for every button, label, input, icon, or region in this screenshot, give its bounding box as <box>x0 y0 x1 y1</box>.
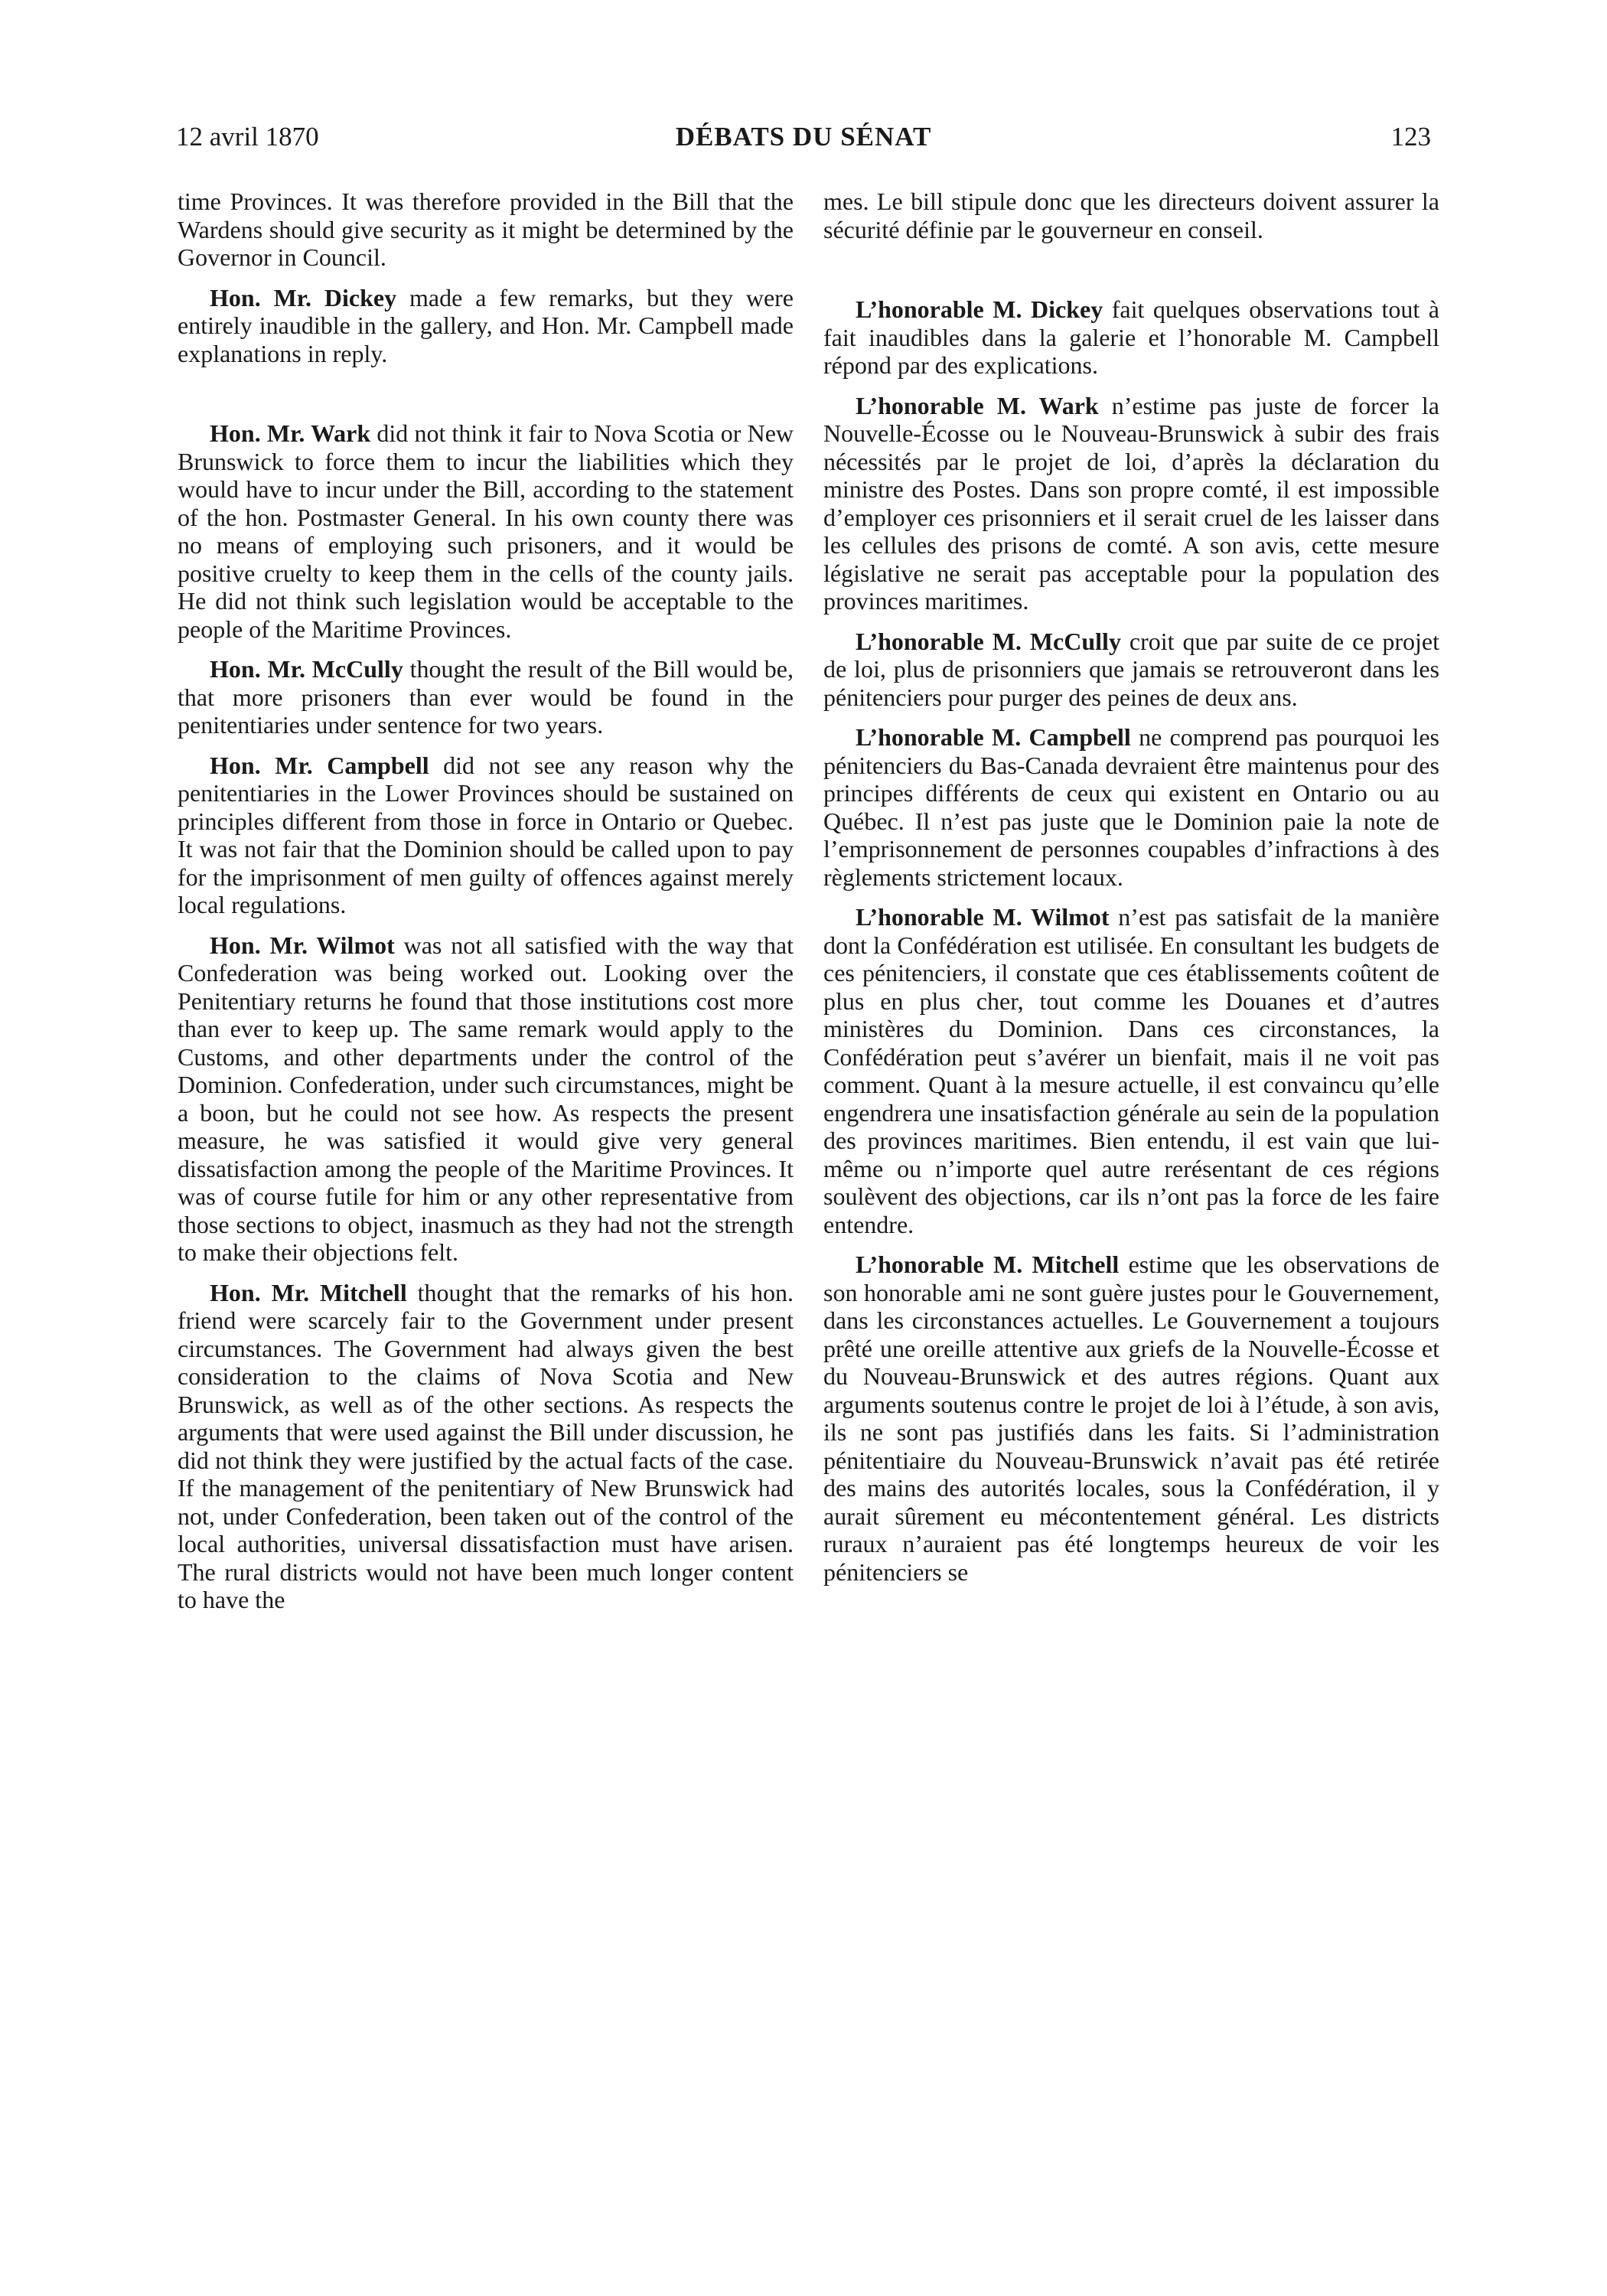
page-header <box>176 119 1431 165</box>
english-column <box>178 188 794 1614</box>
paragraph-text: did not see any reason why the penitentiaries in the Lower Provinces should be sustained on principles different from those in force in Ontario or Quebec. It was not fair that the Dominion should be called upon to pay for the imprisonment of men guilty of offences against merely local regulations. <box>178 751 794 918</box>
speaker-name: Hon. Mr. Wilmot <box>210 931 395 959</box>
speaker-name: L’honorable M. Wark <box>856 391 1099 419</box>
speaker-name: Hon. Mr. Dickey <box>210 283 397 311</box>
french-column <box>823 188 1439 1586</box>
paragraph-en-wilmot <box>178 931 794 1267</box>
paragraph-en-dickey <box>178 284 794 368</box>
paragraph-fr-wark <box>823 392 1439 615</box>
paragraph-en-mccully <box>178 655 794 739</box>
paragraph-text: thought the result of the Bill would be, that more prisoners than ever would be found in the penitentiaries under sentence for two years. <box>178 655 794 739</box>
speaker-name: L’honorable M. Dickey <box>856 295 1103 323</box>
paragraph-text: thought that the remarks of his hon. friend were scarcely fair to the Government under present circumstances. The Government had always given the best consideration to the claims of Nova Scotia and New Brunswick, as well as of the other sections. As respects the arguments that were used against the Bill under discussion, he did not think they were justified by the actual facts of the case. If the management of the penitentiary of New Brunswick had not, under Confederation, been taken out of the control of the local authorities, universal dissatisfaction must have arisen. The rural districts would not have been much longer content to have the <box>178 1278 794 1613</box>
paragraph-text: mes. Le bill stipule donc que les directeurs doivent assurer la sécurité définie par le gouverneur en conseil. <box>823 188 1439 243</box>
paragraph-fr-wilmot <box>823 903 1439 1238</box>
speaker-name: Hon. Mr. McCully <box>210 655 403 683</box>
paragraph-fr-0 <box>823 188 1439 243</box>
speaker-name: Hon. Mr. Campbell <box>210 751 429 779</box>
header-date: 12 avril 1870 <box>176 122 319 152</box>
paragraph-text: fait quelques observations tout à fait inaudibles dans la galerie et l’honorable M. Campbell répond par des explications. <box>823 295 1439 379</box>
header-page-number: 123 <box>1390 122 1431 152</box>
paragraph-text: made a few remarks, but they were entirely inaudible in the gallery, and Hon. Mr. Campbell made explanations in reply. <box>178 283 794 367</box>
speaker-name: L’honorable M. Campbell <box>856 723 1131 751</box>
paragraph-fr-campbell <box>823 723 1439 891</box>
paragraph-en-0 <box>178 188 794 272</box>
paragraph-text: time Provinces. It was therefore provided in the Bill that the Wardens should give security as it might be determined by the Governor in Council. <box>178 188 794 271</box>
speaker-name: L’honorable M. McCully <box>856 627 1121 655</box>
paragraph-en-wark <box>178 419 794 643</box>
paragraph-fr-mitchell <box>823 1251 1439 1586</box>
paragraph-fr-dickey <box>823 295 1439 380</box>
speaker-name: Hon. Mr. Mitchell <box>210 1278 407 1306</box>
speaker-name: L’honorable M. Wilmot <box>856 903 1110 931</box>
paragraph-en-campbell <box>178 752 794 919</box>
paragraph-text: ne comprend pas pourquoi les pénitenciers du Bas-Canada devraient être maintenus pour des principes différents de ceux qui existent en Ontario ou au Québec. Il n’est pas juste que le Dominion paie la note de l’emprisonnement de personnes coupables d’infractions à des règlements strictement locaux. <box>823 723 1440 891</box>
paragraph-text: n’est pas satisfait de la manière dont la Confédération est utilisée. En consultant les budgets de ces pénitenciers, il constate que ces établissements coûtent de plus en plus cher, tout comme les Douanes et d’autres ministères du Dominion. Dans ces circonstances, la Confédération peut s’avérer un bienfait, mais il ne voit pas comment. Quant à la mesure actuelle, il est convaincu qu’elle engendrera une insatisfaction générale au sein de la population des provinces maritimes. Bien entendu, il est vain que lui-même ou n’importe quel autre rerésentant de ces régions soulèvent des objections, car ils n’ont pas la force de les faire entendre. <box>823 903 1439 1238</box>
paragraph-text: did not think it fair to Nova Scotia or New Brunswick to force them to incur the liabilities which they would have to incur under the Bill, according to the statement of the hon. Postmaster General. In his own county there was no means of employing such prisoners, and it would be positive cruelty to keep them in the cells of the county jails. He did not think such legislation would be acceptable to the people of the Maritime Provinces. <box>178 419 794 643</box>
speaker-name: L’honorable M. Mitchell <box>856 1251 1120 1278</box>
speaker-name: Hon. Mr. Wark <box>210 419 371 447</box>
paragraph-text: estime que les observations de son honorable ami ne sont guère justes pour le Gouvernement, dans les circonstances actuelles. Le Gouvernement a toujours prêté une oreille attentive aux griefs de la Nouvelle-Écosse et du Nouveau-Brunswick et des autres régions. Quant aux arguments soutenus contre le projet de loi à l’étude, à son avis, ils ne sont pas justifiés dans les faits. Si l’administration pénitentiaire du Nouveau-Brunswick n’avait pas été retirée des mains des autorités locales, sous la Confédération, il y aurait sûrement eu mécontentement général. Les districts ruraux n’auraient pas été longtemps heureux de voir les pénitenciers se <box>823 1251 1439 1586</box>
paragraph-fr-mccully <box>823 628 1439 712</box>
paragraph-text: was not all satisfied with the way that Confederation was being worked out. Looking over the Penitentiary returns he found that those institutions cost more than ever to keep up. The same remark would apply to the Customs, and other departments under the control of the Dominion. Confederation, under such circumstances, might be a boon, but he could not see how. As respects the present measure, he was satisfied it would give very general dissatisfaction among the people of the Maritime Provinces. It was of course futile for him or any other representative from those sections to object, inasmuch as they had not the strength to make their objections felt. <box>178 931 794 1266</box>
paragraph-en-mitchell <box>178 1279 794 1614</box>
paragraph-text: croit que par suite de ce projet de loi, plus de prisonniers que jamais se retrouveront dans les pénitenciers pour purger des peines de deux ans. <box>823 627 1440 711</box>
paragraph-text: n’estime pas juste de forcer la Nouvelle-Écosse ou le Nouveau-Brunswick à subir des frais nécessités par le projet de loi, d’après la déclaration du ministre des Postes. Dans son propre comté, il est impossible d’employer ces prisonniers et il serait cruel de les laisser dans les cellules des prisons de comté. A son avis, cette mesure législative ne serait pas acceptable pour la population des provinces maritimes. <box>823 391 1439 615</box>
header-title: DÉBATS DU SÉNAT <box>675 122 932 152</box>
